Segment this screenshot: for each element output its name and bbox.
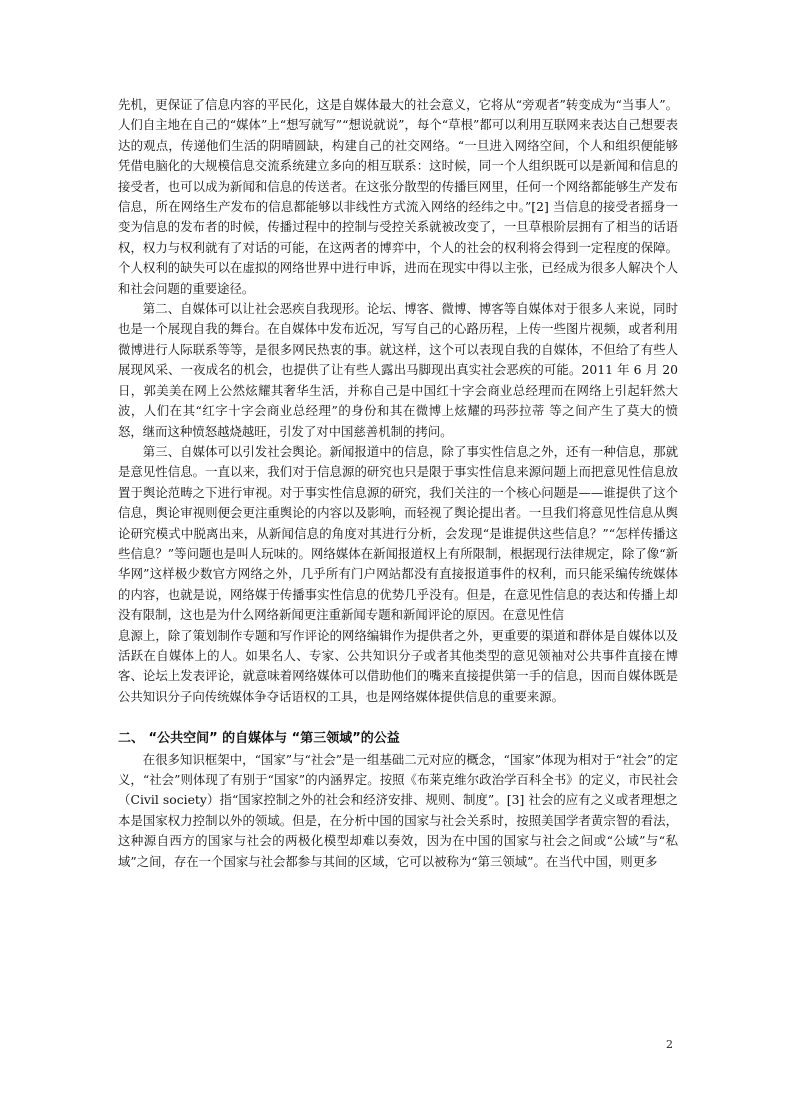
paragraph-3: 第三、自媒体可以引发社会舆论。新闻报道中的信息，除了事实性信息之外，还有一种信息，那就是意见性信息。一直以来，我们对于信息源的研究也只是限于事实性信息来源问题上而把意见性信息放置于舆论范畴之下进行审视。对于事实性信息源的研究，我们关注的一个核心问题是——谁提供了这个信息，舆论审视则便会更注重舆论的内容以及影响，而轻视了舆论提出者。一旦我们将意见性信息从舆论研究模式中脱离出来，从新闻信息的角度对其进行分析，会发现“是谁提供这些信息？”“怎样传播这些信息？”等问题也是叫人玩味的。网络媒体在新闻报道权上有所限制，根据现行法律规定，除了像“新华网”这样极少数官方网络之外，几乎所有门户网站都没有直接报道事件的权利，而只能采编传统媒体的内容，也就是说，网络媒于传播事实性信息的优势几乎没有。但是，在意见性信息的表达和传播上却没有限制，这也是为什么网络新闻更注重新闻专题和新闻评论的原因。在意见性信 [118,443,678,623]
paragraph-1: 先机，更保证了信息内容的平民化，这是自媒体最大的社会意义，它将从“旁观者”转变成为“当事人”。人们自主地在自己的“媒体”上“想写就写”“想说就说”，每个“草根”都可以利用互联网来表达自己想要表达的观点，传递他们生活的阴晴圆缺，构建自己的社交网络。“一旦进入网络空间，个人和组织便能够凭借电脑化的大规模信息交流系统建立多向的相互联系：这时候，同一个人组织既可以是新闻和信息的接受者，也可以成为新闻和信息的传送者。在这张分散型的传播巨网里，任何一个网络都能够生产发布信息，所在网络生产发布的信息都能够以非线性方式流入网络的经纬之中。”[2] 当信息的接受者摇身一变为信息的发布者的时候，传播过程中的控制与受控关系就被改变了，一旦草根阶层拥有了相当的话语权，权力与权利就有了对话的可能，在这两者的博弈中，个人的社会的权利将会得到一定程度的保障。个人权利的缺失可以在虚拟的网络世界中进行申诉，进而在现实中得以主张，已经成为很多人解决个人和社会问题的重要途径。 [118,97,678,296]
paragraph-4: 息源上，除了策划制作专题和写作评论的网络编辑作为提供者之外，更重要的渠道和群体是自媒体以及活跃在自媒体上的人。如果名人、专家、公共知识分子或者其他类型的意见领袖对公共事件直接在博客、论坛上发表评论，就意味着网络媒体可以借助他们的嘴来直接提供第一手的信息，因而自媒体既是公共知识分子向传统媒体争夺话语权的工具，也是网络媒体提供信息的重要来源。 [118,627,678,704]
paragraph-2: 第二、自媒体可以让社会恶疾自我现形。论坛、博客、微博、博客等自媒体对于很多人来说，同时也是一个展现自我的舞台。在自媒体中发布近况，写写自己的心路历程，上传一些图片视频，或者利用微博进行人际联系等等，是很多网民热衷的事。就这样，这个可以表现自我的自媒体，不但给了有些人展现风采、一夜成名的机会，也提供了让有些人露出马脚现出真实社会恶疾的可能。2011 年 6 月 20 日，郭美美在网上公然炫耀其奢华生活，并称自己是中国红十字会商业总经理而在网络上引起轩然大波，人们在其“红字十字会商业总经理”的身份和其在微博上炫耀的玛莎拉蒂 等之间产生了莫大的愤怒，继而这种愤怒越烧越旺，引发了对中国慈善机制的拷问。 [118,301,678,439]
document-body [118,95,678,872]
section-heading: 二、 “公共空间” 的自媒体与 “第三领域”的公益 [118,731,400,747]
section-paragraph: 在很多知识框架中，“国家”与“社会”是一组基础二元对应的概念，“国家”体现为相对于“社会”的定义，“社会”则体现了有别于“国家”的内涵界定。按照《布莱克维尔政治学百科全书》的定义，市民社会（Civil society）指“国家控制之外的社会和经济安排、规则、制度”。[3] 社会的应有之义或者理想之本是国家权力控制以外的领域。但是，在分析中国的国家与社会关系时，按照美国学者黄宗智的看法，这种源自西方的国家与社会的两极化模型却难以奏效，因为在中国的国家与社会之间或“公域”与“私域”之间，存在一个国家与社会都参与其间的区域，它可以被称为“第三领域”。在当代中国，则更多 [118,751,678,869]
page-number: 2 [666,1038,673,1051]
